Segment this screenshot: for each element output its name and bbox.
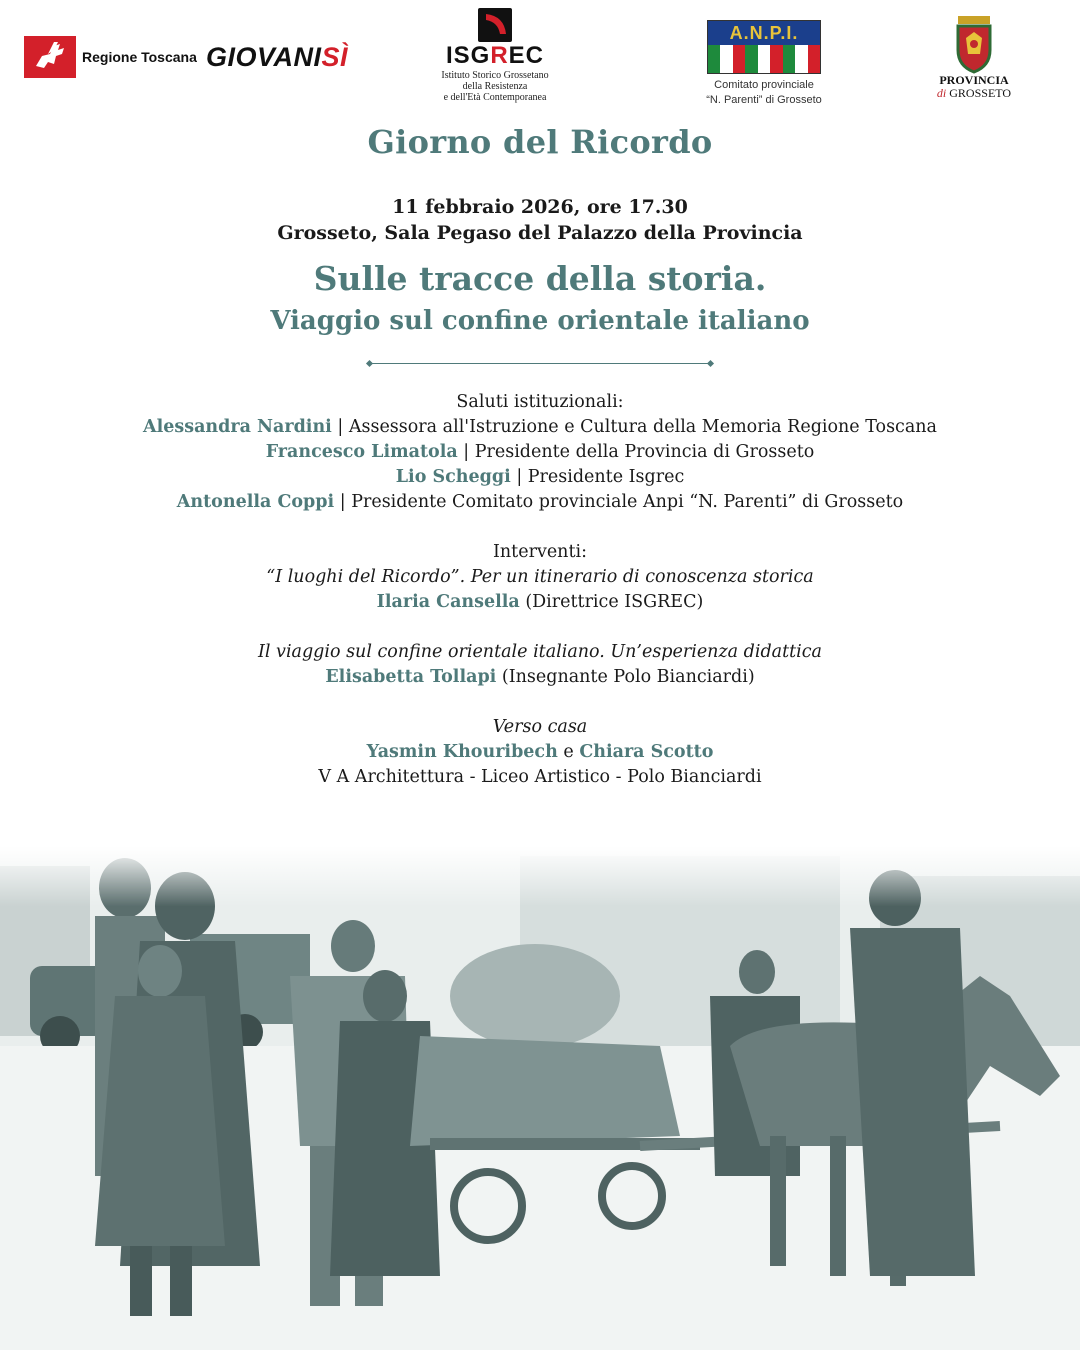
talk-title: “I luoghi del Ricordo”. Per un itinerario di conoscenza storica <box>266 567 814 587</box>
talk-speaker-line <box>0 590 1080 615</box>
italian-flag-icon <box>708 45 820 73</box>
isgrec-logo <box>430 8 560 103</box>
speaker-line <box>0 465 1080 490</box>
event-content <box>0 120 1080 790</box>
talk-speaker-role: (Direttrice ISGREC) <box>519 592 704 612</box>
giovani-si-accent: SÌ <box>321 42 349 72</box>
talk-speaker: Chiara Scotto <box>579 742 714 762</box>
speaker-role: | Presidente Comitato provinciale Anpi “N. Parenti” di Grosseto <box>334 492 904 512</box>
talk-title: Il viaggio sul confine orientale italiano. Un’esperienza didattica <box>257 642 822 662</box>
interventi-heading: Interventi: <box>493 542 587 562</box>
speaker-line <box>0 440 1080 465</box>
talk-speaker-role: (Insegnante Polo Bianciardi) <box>496 667 755 687</box>
giovani-word: GIOVANI <box>206 42 322 72</box>
talk-speaker: Yasmin Khouribech <box>366 742 558 762</box>
anpi-logo <box>700 20 828 108</box>
talk-conjunction: e <box>557 742 580 762</box>
provincia-label: PROVINCIA <box>939 73 1009 87</box>
speaker-role: | Presidente della Provincia di Grosseto <box>457 442 815 462</box>
pegasus-flag-icon <box>24 36 76 78</box>
event-title: Giorno del Ricordo <box>367 123 713 161</box>
talk-speaker: Ilaria Cansella <box>376 592 520 612</box>
speaker-name: Francesco Limatola <box>265 442 458 462</box>
regione-toscana-logo <box>24 36 197 78</box>
isgrec-name: ISGREC <box>445 42 545 69</box>
talk-school: V A Architettura - Liceo Artistico - Polo Bianciardi <box>318 767 762 787</box>
sub-title: Viaggio sul confine orientale italiano <box>270 306 810 336</box>
saluti-heading: Saluti istituzionali: <box>456 392 624 412</box>
talk-speaker-line <box>0 665 1080 690</box>
speaker-line <box>0 415 1080 440</box>
speaker-line <box>0 490 1080 515</box>
interventi-section <box>0 540 1080 790</box>
event-venue: Grosseto, Sala Pegaso del Palazzo della Provincia <box>277 222 803 244</box>
speaker-name: Antonella Coppi <box>176 492 335 512</box>
ornamental-divider <box>367 358 713 370</box>
anpi-subtitle: Comitato provinciale “N. Parenti” di Grosseto <box>706 79 822 106</box>
provincia-city: di GROSSETO <box>936 86 1012 100</box>
provincia-grosseto-logo <box>928 14 1020 100</box>
speaker-name: Lio Scheggi <box>395 467 511 487</box>
giovani-si-logo <box>206 42 348 73</box>
talk-speaker: Elisabetta Tollapi <box>325 667 497 687</box>
event-date: 11 febbraio 2026, ore 17.30 <box>392 196 688 218</box>
speaker-role: | Assessora all'Istruzione e Cultura della Memoria Regione Toscana <box>331 417 937 437</box>
historical-photo <box>0 846 1080 1350</box>
anpi-badge <box>707 20 821 74</box>
anpi-badge-text: A.N.P.I. <box>708 21 820 45</box>
speaker-name: Alessandra Nardini <box>143 417 332 437</box>
talk-title: Verso casa <box>492 717 588 737</box>
main-title: Sulle tracce della storia. <box>313 259 767 298</box>
talk-speaker-line <box>0 740 1080 765</box>
isgrec-mark-icon <box>478 8 512 42</box>
saluti-section <box>0 390 1080 515</box>
logo-bar <box>0 0 1080 120</box>
coat-of-arms-icon <box>952 14 996 74</box>
regione-toscana-label: Regione Toscana <box>82 49 197 65</box>
isgrec-subtitle: Istituto Storico Grossetano della Resistenza e dell'Età Contemporanea <box>441 70 549 103</box>
speaker-role: | Presidente Isgrec <box>510 467 685 487</box>
